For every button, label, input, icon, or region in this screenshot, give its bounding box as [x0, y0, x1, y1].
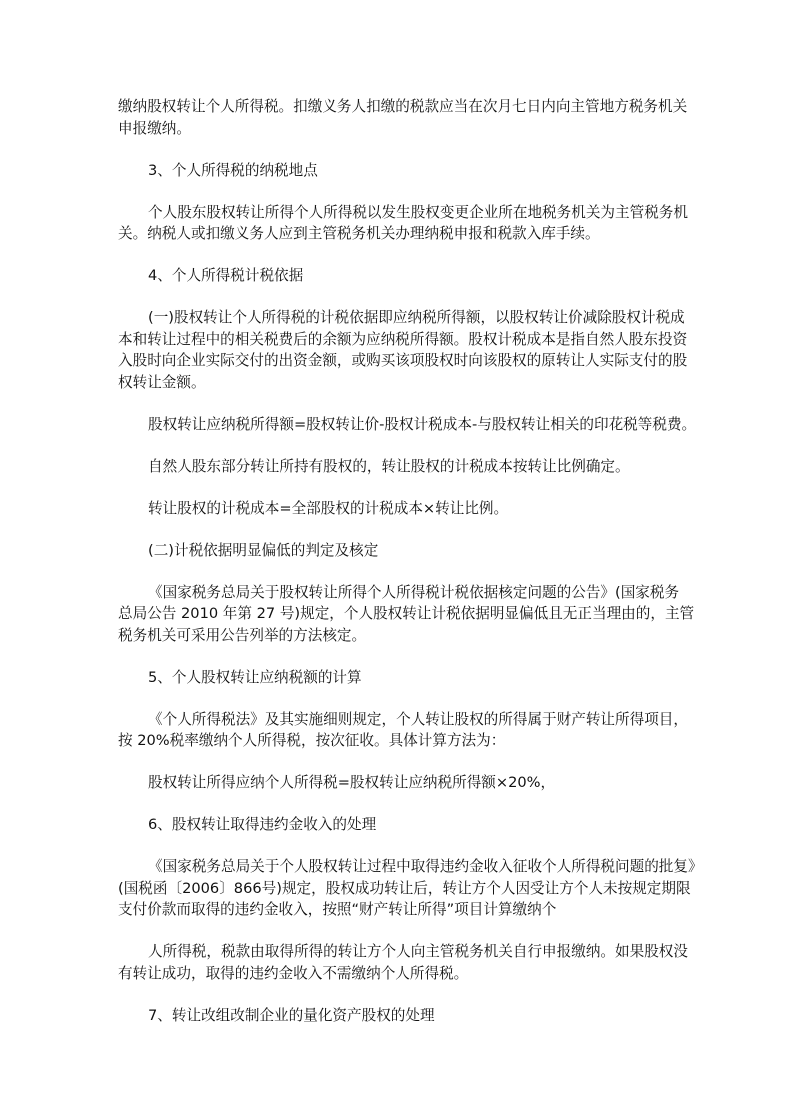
- text-line: 7、转让改组改制企业的量化资产股权的处理: [148, 1006, 435, 1024]
- text-line: 税务机关可采用公告列举的方法核定。: [118, 626, 367, 644]
- paragraph: [118, 414, 697, 436]
- paragraph: [118, 307, 688, 393]
- text-line: 总局公告 2010 年第 27 号)规定，个人股权转让计税依据明显偏低且无正当理由的，主管: [118, 605, 695, 622]
- text-line: (国税函〔2006〕866号)规定，股权成功转让后，转让方个人因受让方个人未按规定期限: [118, 879, 691, 897]
- text-line: 权转让金额。: [118, 373, 206, 391]
- text-line: 转让股权的计税成本=全部股权的计税成本×转让比例。: [148, 499, 509, 517]
- text-line: 3、个人所得税的纳税地点: [148, 161, 318, 179]
- text-line: 支付价款而取得的违约金收入，按照“财产转让所得”项目计算缴纳个: [118, 901, 557, 918]
- section-heading: [118, 265, 678, 287]
- section-heading: [118, 160, 678, 182]
- text-line: 股权转让应纳税所得额=股权转让价-股权计税成本-与股权转让相关的印花税等税费。: [148, 415, 697, 433]
- paragraph: [118, 941, 688, 984]
- paragraph: [118, 856, 703, 921]
- section-heading: [118, 1005, 678, 1027]
- text-line: 5、个人股权转让应纳税额的计算: [148, 668, 362, 686]
- text-line: 自然人股东部分转让所持有股权的，转让股权的计税成本按转让比例确定。: [148, 457, 630, 475]
- paragraph: [118, 202, 688, 245]
- text-line: 有转让成功，取得的违约金收入不需缴纳个人所得税。: [118, 964, 469, 982]
- paragraph: [118, 582, 695, 647]
- text-line: 入股时向企业实际交付的出资金额，或购买该项股权时向该股权的原转让人实际支付的股: [118, 352, 688, 369]
- text-line: 本和转让过程中的相关税费后的余额为应纳税所得额。股权计税成本是指自然人股东投资: [118, 330, 688, 348]
- text-line: 《国家税务总局关于个人股权转让过程中取得违约金收入征收个人所得税问题的批复》: [148, 858, 703, 875]
- paragraph: [118, 772, 678, 794]
- text-line: 缴纳股权转让个人所得税。扣缴义务人扣缴的税款应当在次月七日内向主管地方税务机关: [118, 98, 688, 115]
- text-line: 申报缴纳。: [118, 119, 191, 137]
- text-line: 《国家税务总局关于股权转让所得个人所得税计税依据核定问题的公告》(国家税务: [148, 583, 680, 601]
- paragraph: [118, 456, 678, 478]
- document-page: [118, 96, 703, 1047]
- section-heading: [118, 667, 678, 689]
- text-line: 个人股东股权转让所得个人所得税以发生股权变更企业所在地税务机关为主管税务机: [148, 203, 688, 221]
- text-line: 股权转让所得应纳个人所得税=股权转让应纳税所得额×20%，: [148, 774, 556, 791]
- text-line: (一)股权转让个人所得税的计税依据即应纳税所得额，以股权转让价减除股权计税成: [148, 309, 685, 326]
- text-line: (二)计税依据明显偏低的判定及核定: [148, 541, 379, 559]
- text-line: 按 20%税率缴纳个人所得税，按次征收。具体计算方法为：: [118, 732, 506, 749]
- text-line: 《个人所得税法》及其实施细则规定，个人转让股权的所得属于财产转让所得项目，: [148, 710, 688, 728]
- paragraph: [118, 96, 688, 139]
- paragraph: [118, 709, 688, 752]
- text-line: 关。纳税人或扣缴义务人应到主管税务机关办理纳税申报和税款入库手续。: [118, 225, 600, 242]
- paragraph: [118, 498, 678, 520]
- paragraph: [118, 540, 678, 562]
- section-heading: [118, 814, 678, 836]
- text-line: 4、个人所得税计税依据: [148, 267, 304, 284]
- text-line: 6、股权转让取得违约金收入的处理: [148, 816, 377, 833]
- text-line: 人所得税，税款由取得所得的转让方个人向主管税务机关自行申报缴纳。如果股权没: [148, 943, 688, 960]
